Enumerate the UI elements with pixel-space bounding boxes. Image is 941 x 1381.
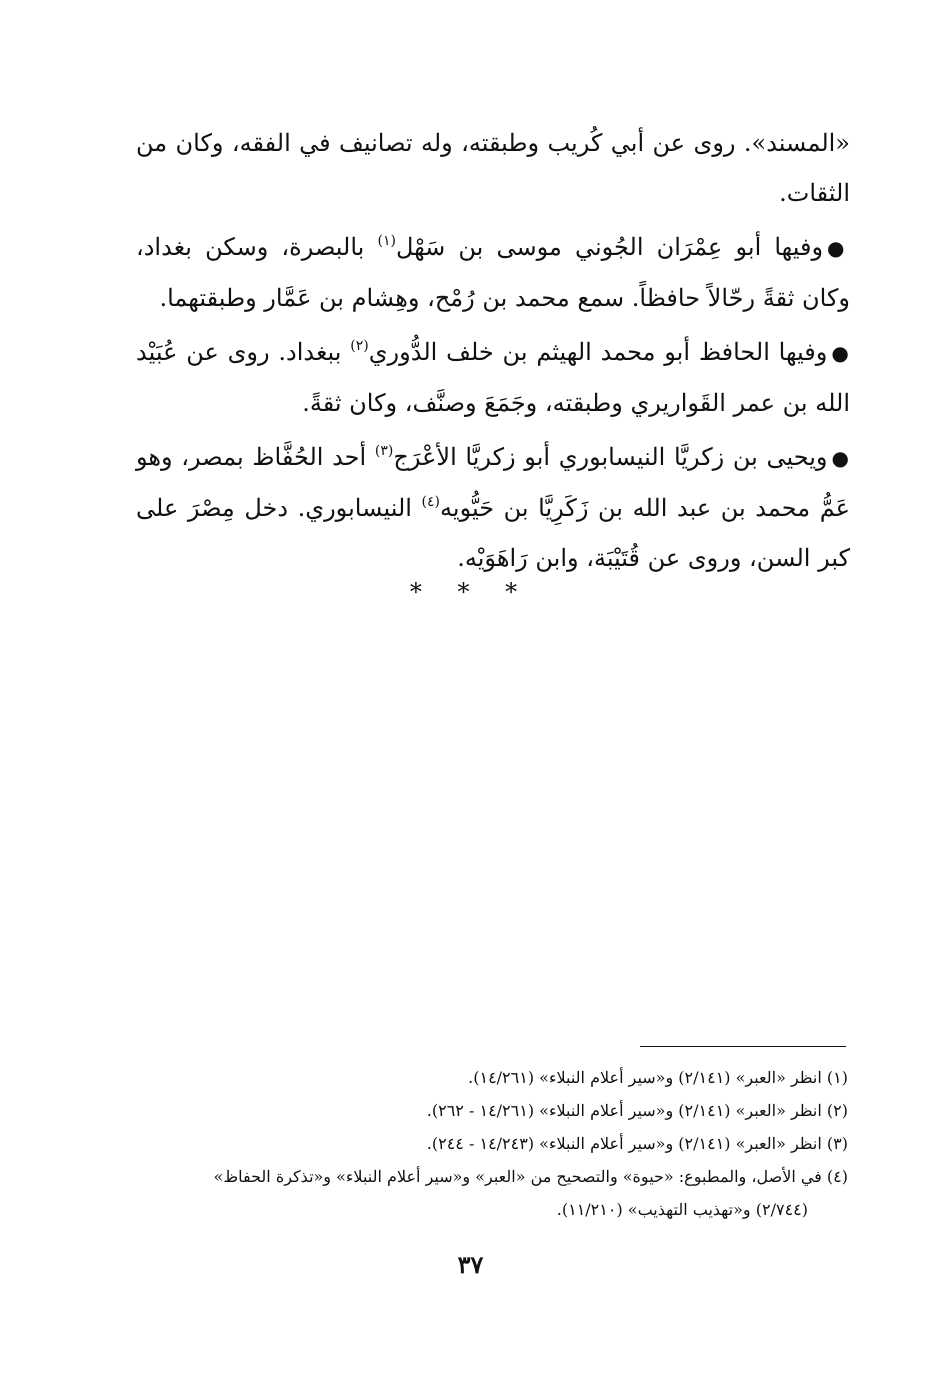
paragraph-2-text-b: بالبصرة، وسكن بغداد، وكان ثقةً رحّالاً حافظاً. سمع محمد بن رُمْح، وهِشام بن عَمَّار وطبقتهما. (136, 233, 850, 312)
section-separator: * * * (409, 578, 532, 606)
paragraph-1-text: «المسند». روى عن أبي كُريب وطبقته، وله تصانيف في الفقه، وكان من الثقات. (136, 129, 850, 207)
paragraph-2 (136, 222, 850, 323)
footnote-2: (٢) انظر «العبر» (٢/١٤١) و«سير أعلام النبلاء» (١٤/٢٦١ - ٢٦٢). (426, 1101, 848, 1120)
footnote-1: (١) انظر «العبر» (٢/١٤١) و«سير أعلام النبلاء» (١٤/٢٦١). (468, 1068, 848, 1087)
footnote-ref-3[interactable]: (٣) (374, 443, 394, 459)
bullet-icon: ● (827, 236, 850, 260)
paragraph-4-text-a: ويحيى بن زكريَّا النيسابوري أبو زكريَّا الأعْرَج (393, 443, 828, 471)
bullet-icon: ● (831, 446, 851, 470)
footnote-3: (٣) انظر «العبر» (٢/١٤١) و«سير أعلام النبلاء» (١٤/٢٤٣ - ٢٤٤). (426, 1134, 848, 1153)
paragraph-4-text-b: أحد الحُفَّاظ بمصر، وهو عَمُّ محمد بن عبد الله بن زَكَرِيَّا بن حَيُّويه (136, 443, 850, 522)
paragraph-3-text-a: وفيها الحافظ أبو محمد الهيثم بن خلف الدُّوري (368, 338, 828, 366)
paragraph-3 (136, 327, 850, 428)
footnote-divider (640, 1046, 846, 1047)
footnote-4-continuation: (٢/٧٤٤) و«تهذيب التهذيب» (١١/٢١٠). (556, 1200, 808, 1219)
footnote-ref-1[interactable]: (١) (377, 233, 396, 249)
paragraph-4-text-c: النيسابوري. دخل مِصْرَ على كبر السن، وروى عن قُتَيْبَة، وابن رَاهَوَيْه. (136, 494, 850, 572)
footnote-ref-4[interactable]: (٤) (421, 494, 441, 510)
paragraph-3-text-b: ببغداد. روى عن عُبَيْد الله بن عمر القَواريري وطبقته، وجَمَعَ وصنَّف، وكان ثقةً. (136, 338, 850, 417)
page-number: ٣٧ (457, 1250, 484, 1279)
main-text (136, 118, 850, 587)
paragraph-4 (136, 432, 850, 583)
bullet-icon: ● (831, 341, 850, 365)
footnote-4: (٤) في الأصل، والمطبوع: «حيوة» والتصحيح من «العبر» و«سير أعلام النبلاء» و«تذكرة الحفاظ» (213, 1167, 848, 1186)
footnotes (120, 1061, 848, 1226)
paragraph-2-text-a: وفيها أبو عِمْرَان الجُوني موسى بن سَهْل (395, 233, 824, 261)
paragraph-1 (136, 118, 850, 218)
footnote-ref-2[interactable]: (٢) (350, 338, 369, 354)
